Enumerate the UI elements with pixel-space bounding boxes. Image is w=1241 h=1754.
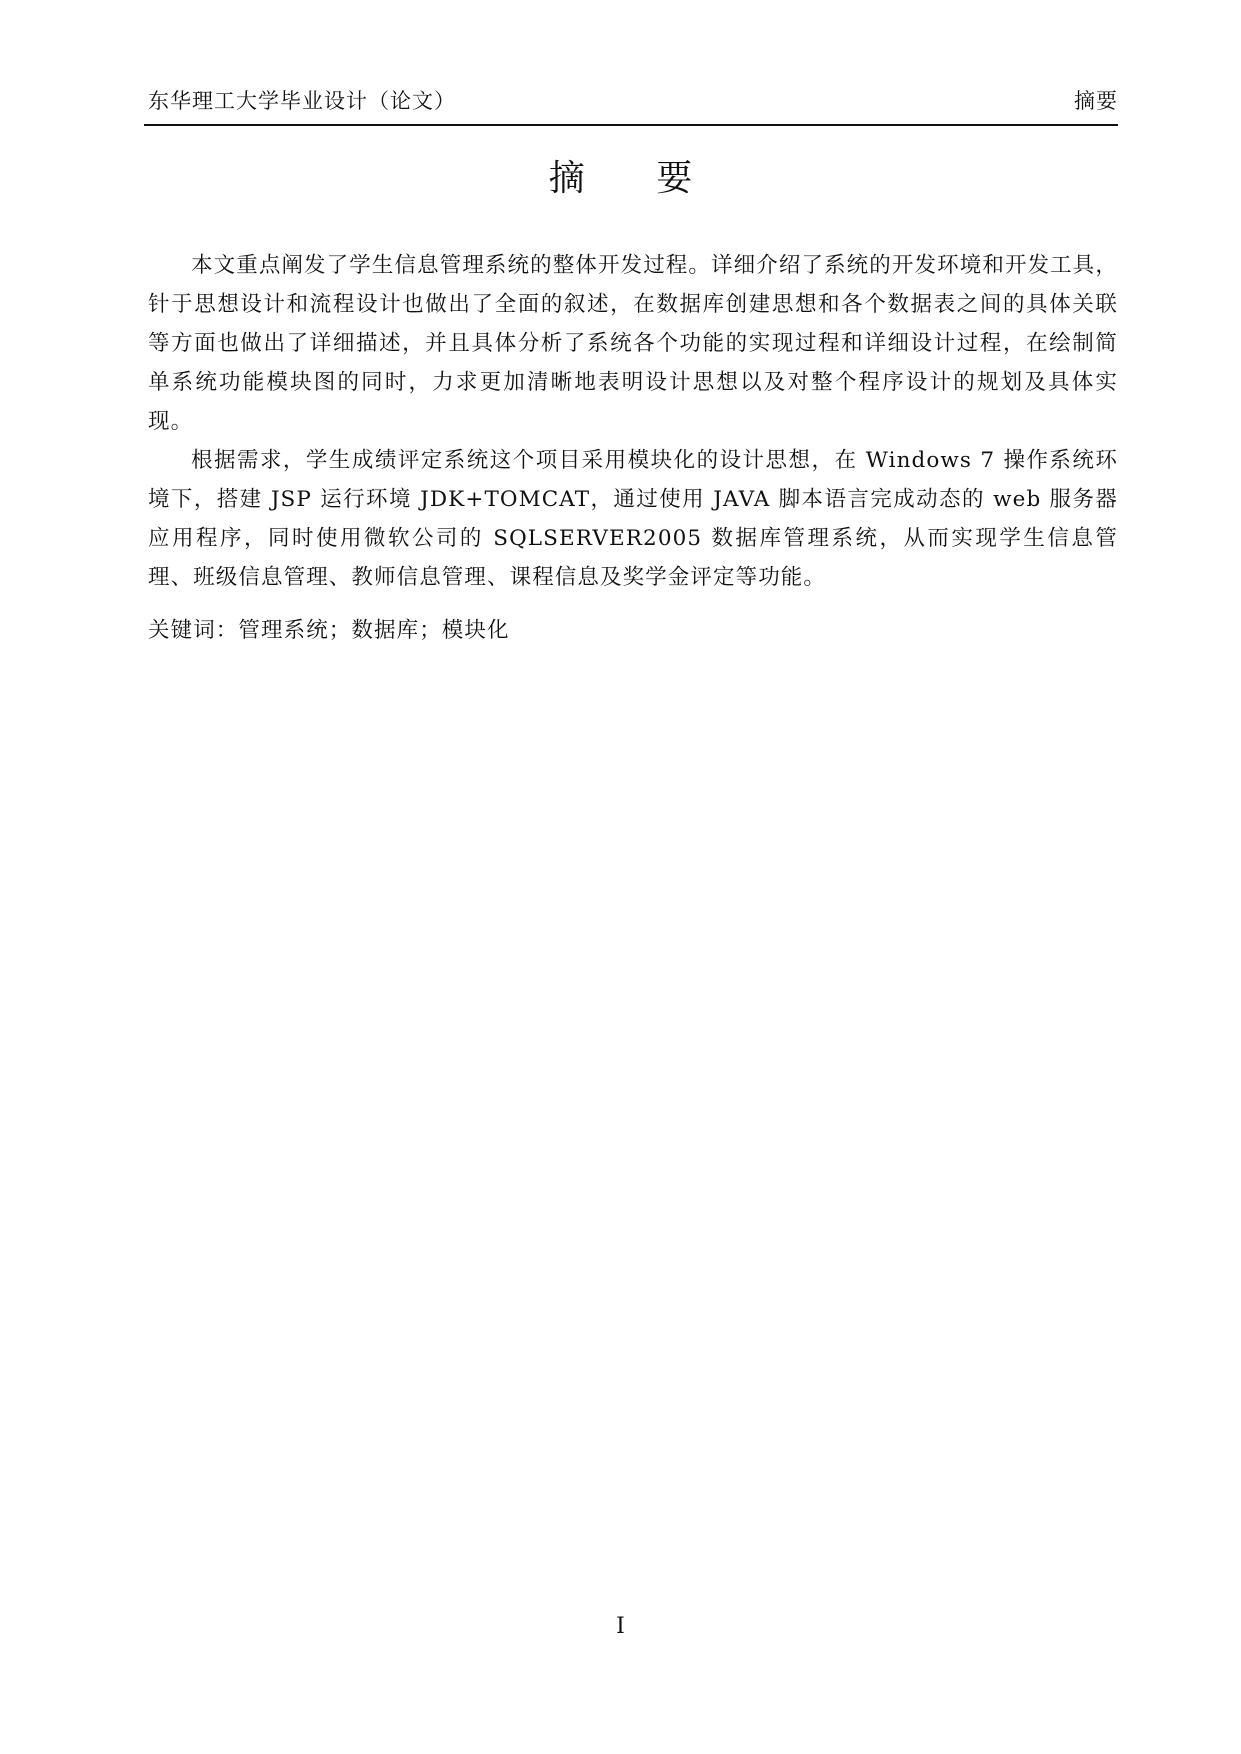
abstract-paragraph-1: 本文重点阐发了学生信息管理系统的整体开发过程。详细介绍了系统的开发环境和开发工具，针于思想设计和流程设计也做出了全面的叙述，在数据库创建思想和各个数据表之间的具体关联等方面也做出了详细描述，并且具体分析了系统各个功能的实现过程和详细设计过程，在绘制简单系统功能模块图的同时，力求更加清晰地表明设计思想以及对整个程序设计的规划及具体实现。 [148, 253, 1118, 434]
page-number: I [616, 1614, 625, 1639]
header-thesis-title: 东华理工大学毕业设计（论文） [148, 89, 456, 113]
keywords-label: 关键词： [148, 618, 239, 643]
header-divider [144, 124, 1118, 126]
abstract-title: 摘 要 [548, 158, 723, 199]
abstract-body [148, 246, 1118, 597]
page-header [148, 86, 1118, 122]
keywords-line [148, 611, 1118, 650]
keywords-value: 管理系统；数据库；模块化 [238, 618, 510, 643]
header-section-name: 摘要 [1074, 89, 1118, 113]
abstract-paragraph-2: 根据需求，学生成绩评定系统这个项目采用模块化的设计思想，在 Windows 7 操作系统环境下，搭建 JSP 运行环境 JDK+TOMCAT，通过使用 JAVA 脚本语言完成动态的 web 服务器应用程序，同时使用微软公司的 SQLSERVER2005 数据库管理系统，从而实现学生信息管理、班级信息管理、教师信息管理、课程信息及奖学金评定等功能。 [148, 448, 1118, 590]
